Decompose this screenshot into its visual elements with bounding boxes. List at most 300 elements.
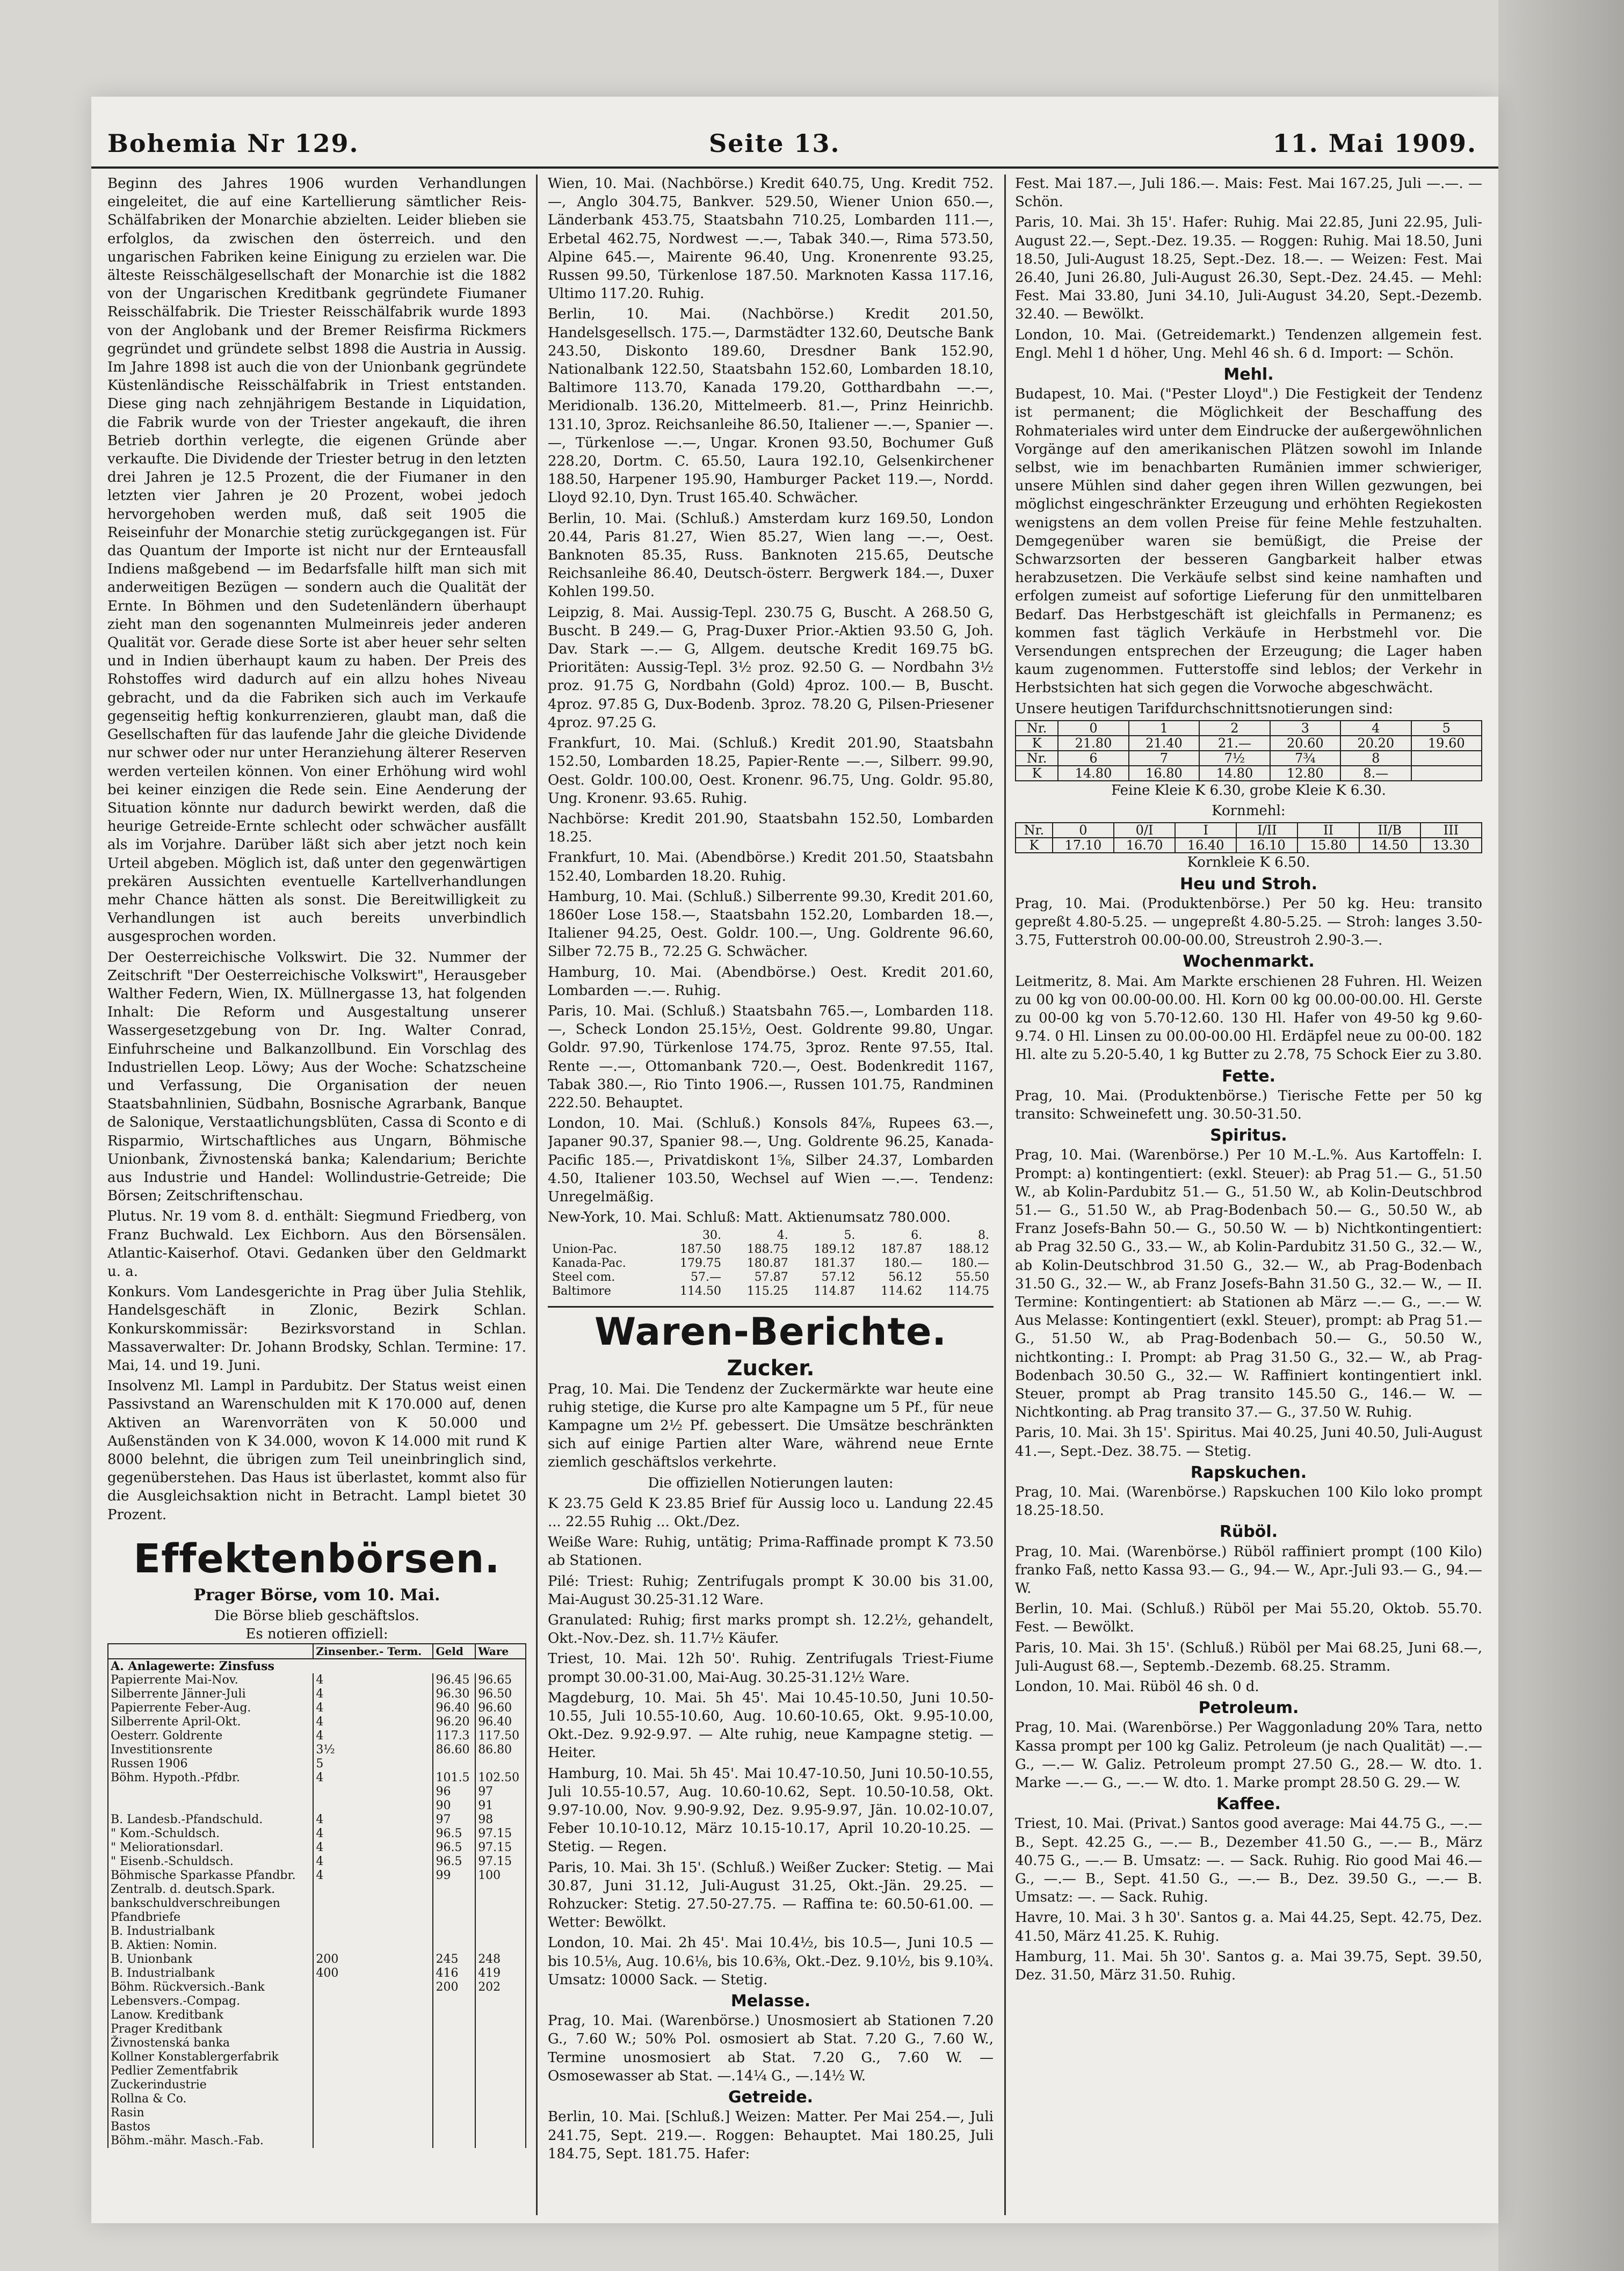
report-leipzig: Leipzig, 8. Mai. Aussig-Tepl. 230.75 G, Buscht. A 268.50 G, Buscht. B 249.— G, Prag-Duxer Prior.-Aktien 93.50 G, Joh. Dav. Stark —.— G, Allgem. deutsche Kredit 169.75 bG. Prioritäten: Aussig-Tepl. 3½ proz. 92.50 G. — Nordbahn 3½ proz. 91.75 G, Nordbahn (Gold) 4proz. 100.— B, Buscht. 4proz. 97.85 G, Dux-Bodenb. 3proz. 78.20 G, Pilsen-Priesener 4proz. 97.25 G. (548, 604, 994, 731)
kurs-cell: 4 (313, 1729, 433, 1743)
kurs-cell: 99 (433, 1869, 475, 1883)
tarif-cell (1411, 751, 1482, 766)
korn-cell: 13.30 (1420, 838, 1482, 853)
wochenmarkt-heading: Wochenmarkt. (1183, 952, 1315, 971)
kleie-prices: Feine Kleie K 6.30, grobe Kleie K 6.30. (1111, 782, 1386, 799)
newyork-cell: 114.75 (948, 1285, 989, 1298)
kurs-cell (475, 2120, 526, 2134)
kurs-cell: " Kom.-Schuldsch. (108, 1827, 313, 1841)
newyork-cell: 115.25 (746, 1285, 788, 1298)
kurs-cell: Oesterr. Goldrente (108, 1729, 313, 1743)
kurs-row (108, 2134, 526, 2148)
kurs-cell (313, 1994, 433, 2008)
kurs-cell (475, 1994, 526, 2008)
rueboel-paris: Paris, 10. Mai. 3h 15'. (Schluß.) Rüböl per Mai 68.25, Juni 68.—, Juli-August 68.—, Septemb.-Dezemb. 68.25. Stramm. (1015, 1639, 1482, 1674)
tarif-cell: 3 (1270, 721, 1340, 736)
kurs-row (108, 1994, 526, 2008)
kurs-cell (313, 2036, 433, 2050)
kurs-cell (475, 1939, 526, 1953)
kurs-row (108, 1869, 526, 1883)
header-left: Bohemia Nr 129. (107, 129, 359, 158)
kurs-cell: 5 (313, 1757, 433, 1771)
kurs-row (108, 1841, 526, 1855)
kurs-cell (108, 1785, 313, 1799)
korn-cell: Nr. (1016, 823, 1053, 838)
kurs-cell: Böhm. Rückversich.-Bank (108, 1980, 313, 1994)
column-right (1015, 175, 1482, 2215)
kurs-cell (433, 2050, 475, 2064)
korn-cell: 15.80 (1297, 838, 1359, 853)
kurs-cell (433, 1911, 475, 1925)
tarif-row-price-2 (1016, 766, 1482, 781)
kaffee-triest: Triest, 10. Mai. (Privat.) Santos good average: Mai 44.75 G., —.— B., Sept. 42.25 G., —.— B., Dezember 41.50 G., —.— B., März 40.75 G., —.— B. Umsatz: —. — Sack. Ruhig. Rio good Mai 46.— G., —.— B., Sept. 41.50 G., —.— B., Dez. 39.50 G., —.— B. Umsatz: —. — Sack. Ruhig. (1015, 1816, 1482, 1906)
article-volkswirt: Der Oesterreichische Volkswirt. Die 32. Nummer der Zeitschrift "Der Oesterreichische Volkswirt", Herausgeber Walther Federn, Wien, IX. Müllnergasse 13, hat folgenden Inhalt: Die Reform und Ausgestaltung unserer Wassergesetzgebung von Dr. Ing. Walter Conrad, Einfuhrscheine und Balkanzollbund. Ein Vorschlag des Industriellen Leop. Löwy; Aus der Woche: Schatzscheine und Verfassung, Die Organisation der neuen Staatsbahnlinien, Südbahn, Bosnische Agrarbank, Banque de Salonique, Verstaatlichungsblüten, Cassa di Sconto e di Risparmio, Wirtschaftliches aus Ungarn, Böhmische Unionbank, Živnostenská banka; Kalendarium; Berichte aus Industrie und Handel: Wollindustrie-Getreide; Die Börsen; Zeitschriftenschau. (107, 949, 526, 1205)
kurs-cell (433, 2106, 475, 2120)
kurs-section-a: A. Anlagewerte: Zinsfuss (108, 1659, 526, 1673)
kaffee-havre: Havre, 10. Mai. 3 h 30'. Santos g. a. Mai 44.25, Sept. 42.75, Dez. 41.50, März 41.25. K. Ruhig. (1015, 1910, 1482, 1945)
kurs-cell (475, 2008, 526, 2022)
kurs-cell: 96.20 (433, 1715, 475, 1729)
korn-cell: I (1175, 823, 1236, 838)
kurs-cell: 96 (433, 1785, 475, 1799)
kurs-cell: 202 (475, 1980, 526, 1994)
kurs-cell: 97.15 (475, 1855, 526, 1869)
petroleum-heading: Petroleum. (1198, 1699, 1299, 1718)
kurs-cell (313, 2008, 433, 2022)
kurs-cell: 4 (313, 1827, 433, 1841)
kurs-cell (433, 2008, 475, 2022)
wochenmarkt-leitmeritz: Leitmeritz, 8. Mai. Am Markte erschienen 28 Fuhren. Hl. Weizen zu 00 kg von 00.00-00.00. Hl. Korn 00 kg 00.00-00.00. Hl. Gerste zu 00-00 kg von 5.70-12.60. 130 Hl. Hafer von 49-50 kg 9.60-9.74. 0 Hl. Linsen zu 00.00-00.00 Hl. Erdäpfel neue zu 00-00. 182 Hl. alte zu 5.20-5.40, 1 kg Butter zu 2.78, 75 Schock Eier zu 3.80. (1015, 973, 1482, 1063)
tarif-cell: K (1016, 766, 1058, 781)
article-plutus: Plutus. Nr. 19 vom 8. d. enthält: Siegmund Friedberg, von Franz Buchwald. Lex Eichborn. Aus den Börsensälen. Atlantic-Kaiserhof. Otavi. Gedanken über den Geldmarkt u. a. (107, 1208, 526, 1280)
kurs-cell: B. Aktien: Nomin. (108, 1939, 313, 1953)
kurs-cell (475, 2050, 526, 2064)
kurs-cell (433, 1757, 475, 1771)
kurs-cell: 97 (475, 1785, 526, 1799)
kurs-cell (433, 2134, 475, 2148)
kurs-cell (433, 2092, 475, 2106)
article-reis: Beginn des Jahres 1906 wurden Verhandlungen eingeleitet, die auf eine Kartellierung sämtlicher Reis-Schälfabriken der Monarchie abzielten. Leider blieben sie erfolglos, da zwischen den österreich. und den ungarischen Fabriken keine Einigung zu erzielen war. Die älteste Reisschälgesellschaft der Monarchie ist die 1882 von der Ungarischen Kreditbank gegründete Fiumaner Reisschälfabrik. Die Triester Reisschälfabrik wurde 1893 von der Anglobank und der Bremer Reisfirma Rickmers gegründet und gründete selbst 1898 die Austria in Aussig. Im Jahre 1898 ist auch die von der Unionbank gegründete Küstenländische Reisschälfabrik in Triest entstanden. Diese ging nach zehnjährigem Bestande in Liquidation, die Fabrik wurde von der Triester angekauft, die ihren Betrieb dorthin verlegte, die eigenen Gründe aber verkaufte. Die Dividende der Triester betrug in den letzten drei Jahren je 12.5 Prozent, die der Fiumaner in den letzten vier Jahren je 20 Prozent, wobei jedoch hervorgehoben werden muß, daß seit 1905 die Reiseinfuhr der Monarchie stetig zurückgegangen ist. Für das Quantum der Importe ist nicht nur der Ernteausfall Indiens maßgebend — im Bedarfsfalle hilft man sich mit anderweitigen Bezügen — sondern auch die Qualität der Ernte. In Böhmen und den Sudetenländern überhaupt zieht man den sogenannten Mulmeinreis jeder anderen Qualität vor. Gerade diese Sorte ist aber heuer sehr selten und in Indien überhaupt kaum zu haben. Der Preis des Rohstoffes wird dadurch auf ein allzu hohes Niveau gebracht, und da die Fabriken sich auch im Verkaufe gegenseitig heftig konkurrenzieren, glaubt man, daß die Gesellschaften für das laufende Jahr die gleiche Dividende nur schwer oder nur unter Heranziehung älterer Reserven werden verteilen können. Von einer Erhöhung wird wohl bei keiner einzigen die Rede sein. Eine Aenderung der Situation könnte nur dadurch bewirkt werden, daß die heurige Getreide-Ernte schlecht oder schwächer ausfällt als im Vorjahre. Darüber läßt sich aber jetzt noch kein Urteil abgeben. Möglich ist, daß unter den gegenwärtigen prekären Aussichten eventuelle Kartellverhandlungen mehr Chance hätten als sonst. Die Bereitwilligkeit zu Verhandlungen ist auch bereits unverbindlich ausgesprochen worden. (107, 176, 526, 945)
kurs-cell (313, 1785, 433, 1799)
melasse-heading: Melasse. (730, 1992, 811, 2011)
newyork-cell: 179.75 (680, 1257, 721, 1271)
rapskuchen-heading: Rapskuchen. (1190, 1463, 1307, 1482)
kurs-cell: 4 (313, 1715, 433, 1729)
kurs-cell (433, 2064, 475, 2078)
kurs-cell (313, 1897, 433, 1911)
report-frankfurt-schluss: Frankfurt, 10. Mai. (Schluß.) Kredit 201.90, Staatsbahn 152.50, Lombarden 18.25, Papier-Rente —.—, Silberr. 99.90, Oest. Goldr. 100.00, Oest. Kronenr. 96.75, Ung. Goldr. 95.80, Ung. Kronenr. 93.65. Ruhig. (548, 735, 994, 807)
korn-cell: I/II (1236, 823, 1297, 838)
kurs-cell: 4 (313, 1813, 433, 1827)
kurs-cell: Rollna & Co. (108, 2092, 313, 2106)
newyork-header-cell: 4. (777, 1229, 788, 1243)
newyork-row (548, 1285, 994, 1298)
newyork-cell: 57.87 (754, 1271, 788, 1285)
newyork-header-cell: 6. (911, 1229, 923, 1243)
newyork-cell: Kanada-Pac. (552, 1257, 626, 1271)
kurs-cell: 4 (313, 1771, 433, 1785)
kurs-cell: 3½ (313, 1743, 433, 1757)
tarif-cell: 7 (1129, 751, 1199, 766)
kurs-cell: Papierrente Feber-Aug. (108, 1701, 313, 1715)
kurs-row (108, 1980, 526, 1994)
kurs-table-body (108, 1659, 526, 2148)
article-konkurs: Konkurs. Vom Landesgerichte in Prag über Julia Stehlik, Handelsgeschäft in Zlonic, Bezirk Schlan. Konkurskommissär: Bezirksvorstand in Schlan. Massaverwalter: Dr. Johann Brodsky, Schlan. Termine: 17. Mai, 14. und 19. Juni. (107, 1284, 526, 1374)
kurs-cell (475, 1911, 526, 1925)
newyork-header-cell: 30. (702, 1229, 721, 1243)
tarif-cell: 19.60 (1411, 736, 1482, 751)
kurs-cell: 96.40 (433, 1701, 475, 1715)
header-date: 11. Mai 1909. (1272, 129, 1477, 158)
tarif-cell: 1 (1129, 721, 1199, 736)
kurs-row (108, 2050, 526, 2064)
report-frankfurt-abend: Frankfurt, 10. Mai. (Abendbörse.) Kredit 201.50, Staatsbahn 152.40, Lombarden 18.20. Ruhig. (548, 850, 994, 884)
kurs-cell (313, 2050, 433, 2064)
getreide-berlin: Berlin, 10. Mai. [Schluß.] Weizen: Matter. Per Mai 254.—, Juli 241.75, Sept. 219.—. Roggen: Behauptet. Mai 180.25, Juli 184.75, Sept. 181.75. Hafer: (548, 2109, 994, 2162)
kurs-cell (313, 2022, 433, 2036)
newyork-cell: 114.62 (881, 1285, 923, 1298)
newyork-table (548, 1229, 994, 1298)
kornkleie-price: Kornkleie K 6.50. (1187, 854, 1310, 871)
kurs-cell: " Eisenb.-Schuldsch. (108, 1855, 313, 1869)
kurs-cell: Papierrente Mai-Nov. (108, 1673, 313, 1687)
kurs-cell (313, 1883, 433, 1897)
kurs-cell: Pedlier Zementfabrik (108, 2064, 313, 2078)
tarif-cell: 7¾ (1270, 751, 1340, 766)
newyork-cell: 57.— (690, 1271, 721, 1285)
column-rule-2 (1004, 175, 1006, 2215)
kurs-cell: 96.45 (433, 1673, 475, 1687)
zucker-paris: Paris, 10. Mai. 3h 15'. (Schluß.) Weißer Zucker: Stetig. — Mai 30.87, Juni 31.12, Juli-August 31.25, Okt.-Jän. 29.25. — Rohzucker: Stetig. 27.50-27.75. — Raffina te: 60.50-61.00. — Wetter: Bewölkt. (548, 1859, 994, 1931)
kurs-cell: 200 (313, 1953, 433, 1967)
kurs-cell (313, 2092, 433, 2106)
kurs-cell (475, 2106, 526, 2120)
page-edge-shadow (1498, 0, 1624, 2271)
kurs-cell: Silberrente Jänner-Juli (108, 1687, 313, 1701)
tarif-cell: 0 (1058, 721, 1128, 736)
kaffee-hamburg: Hamburg, 11. Mai. 5h 30'. Santos g. a. Mai 39.75, Sept. 39.50, Dez. 31.50, März 31.50. Ruhig. (1015, 1948, 1482, 1984)
kurs-cell: B. Industrialbank (108, 1967, 313, 1980)
rueboel-berlin: Berlin, 10. Mai. (Schluß.) Rüböl per Mai 55.20, Oktob. 55.70. Fest. — Bewölkt. (1015, 1601, 1482, 1636)
header-page-number: Seite 13. (709, 129, 840, 158)
kurs-row (108, 1687, 526, 1701)
kurs-row (108, 2092, 526, 2106)
mehl-budapest: Budapest, 10. Mai. ("Pester Lloyd".) Die Festigkeit der Tendenz ist permanent; die Möglichkeit der Beschaffung des Rohmateriales wird unter dem Eindrucke der außergewöhnlichen Vorgänge auf den amerikanischen Plätzen sowohl im Inlande selbst, wie im benachbarten Rumänien immer schwieriger, unsere Mühlen sind daher gegen ihren Willen gezwungen, bei möglichst eingeschränkter Erzeugung und erhöhten Regiekosten wenigstens an dem vollen Preise für feine Mehle festzuhalten. Demgegenüber waren sie bemüßigt, die Preise der Schwarzsorten der besseren Gangbarkeit halber etwas herabzusetzen. Die Verkäufe selbst sind keine namhaften und erfolgen zumeist auf sofortige Lieferung für den unmittelbaren Bedarf. Das Herbstgeschäft ist gleichfalls in Permanenz; es kommen fast täglich Verkäufe in Herbstmehl vor. Die Versendungen entsprechen der Erzeugung; die Lager haben kaum zugenommen. Futterstoffe sind leblos; der Verkehr in Herbstsichten hat sich gegen die Vorwoche abgeschwächt. (1015, 386, 1482, 696)
kurs-cell: 4 (313, 1701, 433, 1715)
tarif-cell: Nr. (1016, 751, 1058, 766)
korn-cell: 16.70 (1114, 838, 1175, 853)
spiritus-heading: Spiritus. (1210, 1126, 1287, 1145)
kurs-cell: 86.80 (475, 1743, 526, 1757)
tarif-cell: 14.80 (1199, 766, 1270, 781)
kurs-cell (433, 1994, 475, 2008)
spiritus-paris: Paris, 10. Mai. 3h 15'. Spiritus. Mai 40.25, Juni 40.50, Juli-August 41.—, Sept.-Dez. 38.75. — Stetig. (1015, 1425, 1482, 1460)
korn-cell: 16.10 (1236, 838, 1297, 853)
korn-row-nr (1016, 823, 1482, 838)
kurs-cell: Živnostenská banka (108, 2036, 313, 2050)
zucker-pile: Pilé: Triest: Ruhig; Zentrifugals prompt K 30.00 bis 31.00, Mai-August 30.25-31.12 Ware. (548, 1573, 994, 1608)
tarif-cell: 7½ (1199, 751, 1270, 766)
tarif-cell (1411, 766, 1482, 781)
kaffee-heading: Kaffee. (1216, 1795, 1281, 1814)
newyork-cell: 114.50 (680, 1285, 721, 1298)
kurs-cell (313, 1925, 433, 1939)
korn-cell: 16.40 (1175, 838, 1236, 853)
tarif-cell: 21.— (1199, 736, 1270, 751)
kurs-cell: 96.50 (475, 1687, 526, 1701)
newyork-cell: 114.87 (814, 1285, 856, 1298)
kornmehl-label: Kornmehl: (1212, 803, 1286, 819)
kurs-cell: Prager Kreditbank (108, 2022, 313, 2036)
korn-cell: II/B (1359, 823, 1420, 838)
kurs-cell: Zuckerindustrie (108, 2078, 313, 2092)
kurs-cell (313, 2120, 433, 2134)
kurs-cell: 4 (313, 1869, 433, 1883)
kurs-cell: Lanow. Kreditbank (108, 2008, 313, 2022)
column-left (107, 175, 526, 2215)
newyork-table-body (548, 1243, 994, 1298)
newyork-header-cell (548, 1229, 658, 1243)
prager-boerse-heading: Prager Börse, vom 10. Mai. (193, 1585, 440, 1605)
boerse-status: Die Börse blieb geschäftslos. (214, 1608, 419, 1624)
kurs-cell (313, 2064, 433, 2078)
getreide-paris: Paris, 10. Mai. 3h 15'. Hafer: Ruhig. Mai 22.85, Juni 22.95, Juli-August 22.—, Sept.-Dez. 19.35. — Roggen: Ruhig. Mai 18.50, Juni 18.50, Juli-August 18.25, Sept.-Dez. 18.—. — Weizen: Fest. Mai 26.40, Juni 26.80, Juli-August 26.30, Sept.-Dez. 24.45. — Mehl: Fest. Mai 33.80, Juni 34.10, Juli-August 34.20, Sept.-Dezemb. 32.40. — Bewölkt. (1015, 214, 1482, 323)
kurs-cell: Investitionsrente (108, 1743, 313, 1757)
page-header (91, 124, 1498, 169)
tarif-row-nr-2 (1016, 751, 1482, 766)
getreide-london: London, 10. Mai. (Getreidemarkt.) Tendenzen allgemein fest. Engl. Mehl 1 d höher, Ung. Mehl 46 sh. 6 d. Import: — Schön. (1015, 326, 1482, 361)
tarif-cell: 21.40 (1129, 736, 1199, 751)
kurs-cell: 91 (475, 1799, 526, 1813)
kurs-cell: 96.5 (433, 1827, 475, 1841)
kurs-row (108, 2008, 526, 2022)
kurs-cell: Silberrente April-Okt. (108, 1715, 313, 1729)
kurs-cell: 102.50 (475, 1771, 526, 1785)
kurs-row (108, 2120, 526, 2134)
kurs-row (108, 1729, 526, 1743)
kurs-cell: Böhm.-mähr. Masch.-Fab. (108, 2134, 313, 2148)
newyork-cell: 188.75 (746, 1243, 788, 1257)
notieren-offiziell: Es notieren offiziell: (245, 1626, 388, 1643)
kurs-row (108, 1785, 526, 1799)
kurs-row (108, 1855, 526, 1869)
kurs-cell: B. Industrialbank (108, 1925, 313, 1939)
newyork-cell: 180.— (884, 1257, 923, 1271)
tarif-cell: 8 (1340, 751, 1411, 766)
kurs-cell (433, 1939, 475, 1953)
tarif-cell: 8.— (1340, 766, 1411, 781)
kurs-header-ware: Ware (475, 1644, 526, 1659)
tarif-cell: K (1016, 736, 1058, 751)
kurs-row (108, 1771, 526, 1785)
korn-cell: 0 (1053, 823, 1114, 838)
kurs-cell (313, 1939, 433, 1953)
kurs-cell: 419 (475, 1967, 526, 1980)
kurs-cell: Rasin (108, 2106, 313, 2120)
kurs-cell: Kollner Konstablergerfabrik (108, 2050, 313, 2064)
kurs-cell (475, 2078, 526, 2092)
newyork-header-cell: 5. (844, 1229, 856, 1243)
report-paris: Paris, 10. Mai. (Schluß.) Staatsbahn 765.—, Lombarden 118.—, Scheck London 25.15½, Oest. Goldrente 99.80, Ungar. Goldr. 97.90, Türkenlose 174.75, 3proz. Rente 97.55, Ital. Rente —.—, Ottomanbank 720.—, Oest. Bodenkredit 1167, Tabak 380.—, Rio Tinto 1906.—, Russen 101.75, Randminen 222.50. Behauptet. (548, 1003, 994, 1111)
kurs-cell: 117.3 (433, 1729, 475, 1743)
kurs-cell (313, 1980, 433, 1994)
kurs-cell (433, 2022, 475, 2036)
newyork-cell: 180.— (951, 1257, 989, 1271)
kurs-table (107, 1643, 526, 2148)
kurs-cell: Russen 1906 (108, 1757, 313, 1771)
korn-row-price (1016, 838, 1482, 853)
report-london: London, 10. Mai. (Schluß.) Konsols 84⅞, Rupees 63.—, Japaner 90.37, Spanier 98.—, Ung. Goldrente 96.25, Kanada-Pacific 185.—, Privatdiskont 1⅝, Silber 24.37, Lombarden 4.50, Italiener 103.50, Wechsel auf Wien —.—. Tendenz: Unregelmäßig. (548, 1115, 994, 1205)
melasse-prag: Prag, 10. Mai. (Warenbörse.) Unosmosiert ab Stationen 7.20 G., 7.60 W.; 50% Pol. osmosiert ab Stat. 7.20 G., 7.60 W., Termine unosmosiert ab Stat. 7.20 G., 7.60 W. — Osmosewasser ab Stat. —.14¼ G., —.14½ W. (548, 2013, 994, 2084)
kurs-cell (313, 2134, 433, 2148)
newyork-cell: Steel com. (552, 1271, 615, 1285)
kurs-row (108, 1911, 526, 1925)
newyork-cell: 189.12 (814, 1243, 856, 1257)
report-berlin-nachboerse: Berlin, 10. Mai. (Nachbörse.) Kredit 201.50, Handelsgesellsch. 175.—, Darmstädter 132.60, Deutsche Bank 243.50, Diskonto 189.60, Dresdner Bank 152.90, Nationalbank 122.50, Staatsbahn 152.60, Lombarden 18.10, Baltimore 113.70, Kanada 179.20, Gotthardbahn —.—, Meridionalb. 136.20, Mittelmeerb. 81.—, Prinz Heinrichb. 131.10, 3proz. Reichsanleihe 86.50, Italiener —.—, Spanier —.—, Türkenlose —.—, Ungar. Kronen 93.50, Bochumer Guß 228.20, Dortm. C. 65.50, Laura 192.10, Gelsenkirchener 188.50, Harpener 195.90, Hamburger Packet 119.—, Nordd. Lloyd 92.10, Dyn. Trust 165.40. Schwächer. (548, 306, 994, 506)
kurs-cell: B. Landesb.-Pfandschuld. (108, 1813, 313, 1827)
kurs-row (108, 2078, 526, 2092)
kurs-row (108, 1883, 526, 1897)
kurs-cell (475, 1925, 526, 1939)
kurs-cell (433, 1925, 475, 1939)
heu-heading: Heu und Stroh. (1180, 874, 1317, 894)
kurs-row (108, 1701, 526, 1715)
tarif-row-nr-1 (1016, 721, 1482, 736)
kurs-cell (475, 2036, 526, 2050)
kurs-cell: 97.15 (475, 1827, 526, 1841)
article-insolvenz: Insolvenz Ml. Lampl in Pardubitz. Der Status weist einen Passivstand an Warenschulden mit K 170.000 auf, denen Aktiven an Warenvorräten von K 50.000 und Außenständen von K 34.000, wovon K 14.000 mit rund K 8000 belehnt, die übrigen zum Teil uneinbringlich sind, gegenüberstehen. Das Haus ist überlastet, kommt also für die Ausgleichsaktion nicht in Betracht. Lampl bietet 30 Prozent. (107, 1378, 526, 1523)
kurs-cell: Zentralb. d. deutsch.Spark. (108, 1883, 313, 1897)
kurs-cell: 90 (433, 1799, 475, 1813)
zucker-prag: Prag, 10. Mai. Die Tendenz der Zuckermärkte war heute eine ruhig stetige, die Kurse pro alte Kampagne um 5 Pf., für neue Kampagne um 2½ Pf. gebessert. Die Umsätze beschränkten sich auf einige Partien alter Ware, während neue Ernte ziemlich geschäftslos verkehrte. (548, 1381, 994, 1471)
kurs-cell: 96.30 (433, 1687, 475, 1701)
fette-heading: Fette. (1221, 1066, 1276, 1086)
kurs-cell: 416 (433, 1967, 475, 1980)
report-frankfurt-nachboerse: Nachbörse: Kredit 201.90, Staatsbahn 152.50, Lombarden 18.25. (548, 810, 994, 846)
tarif-cell: 16.80 (1129, 766, 1199, 781)
newyork-header-cell: 8. (978, 1229, 989, 1243)
rueboel-heading: Rüböl. (1219, 1522, 1278, 1542)
zucker-hamburg: Hamburg, 10. Mai. 5h 45'. Mai 10.47-10.50, Juni 10.50-10.55, Juli 10.55-10.57, Aug. 10.60-10.62, Sept. 10.50-10.58, Okt. 9.97-10.00, Nov. 9.90-9.92, Dez. 9.95-9.97, Jän. 10.02-10.07, Feber 10.10-10.12, März 10.15-10.17, April 10.20-10.25. — Stetig. — Regen. (548, 1765, 994, 1855)
kurs-cell (108, 1799, 313, 1813)
kurs-cell: 98 (475, 1813, 526, 1827)
kurs-cell: Böhm. Hypoth.-Pfdbr. (108, 1771, 313, 1785)
rueboel-london: London, 10. Mai. Rüböl 46 sh. 0 d. (1015, 1679, 1259, 1695)
kurs-row (108, 1715, 526, 1729)
column-rule-1 (536, 175, 538, 2215)
zucker-magdeburg: Magdeburg, 10. Mai. 5h 45'. Mai 10.45-10.50, Juni 10.50-10.55, Juli 10.55-10.60, Aug. 10.60-10.65, Okt. 9.95-10.00, Okt.-Dez. 9.92-9.97. — Alte ruhig, neue Kampagne stetig. — Heiter. (548, 1689, 994, 1761)
kurs-row (108, 1953, 526, 1967)
rueboel-prag: Prag, 10. Mai. (Warenbörse.) Rüböl raffiniert prompt (100 Kilo) franko Faß, netto Kassa 93.— G., 94.— W., Apr.-Juli 93.— G., 94.— W. (1015, 1543, 1482, 1597)
newyork-row (548, 1271, 994, 1285)
kurs-cell: bankschuldverschreibungen (108, 1897, 313, 1911)
zucker-weisse-ware: Weiße Ware: Ruhig, untätig; Prima-Raffinade prompt K 73.50 ab Stationen. (548, 1534, 994, 1569)
kurs-row (108, 1939, 526, 1953)
zucker-notierungen: K 23.75 Geld K 23.85 Brief für Aussig loco u. Landung 22.45 ... 22.55 Ruhig ... Okt./Dez. (548, 1495, 994, 1530)
kurs-cell (475, 2022, 526, 2036)
korn-cell: II (1297, 823, 1359, 838)
kurs-row (108, 1897, 526, 1911)
report-newyork: New-York, 10. Mai. Schluß: Matt. Aktienumsatz 780.000. (548, 1209, 951, 1226)
tarif-cell: 2 (1199, 721, 1270, 736)
kurs-row (108, 1827, 526, 1841)
kurs-cell: 100 (475, 1869, 526, 1883)
tarif-table-korn (1015, 822, 1482, 853)
korn-cell: 0/I (1114, 823, 1175, 838)
mehl-heading: Mehl. (1223, 365, 1274, 384)
kurs-cell (313, 2106, 433, 2120)
zucker-notierungen-label: Die offiziellen Notierungen lauten: (648, 1475, 894, 1491)
kurs-row (108, 1743, 526, 1757)
kurs-row (108, 1757, 526, 1771)
tarif-cell: 6 (1058, 751, 1128, 766)
kurs-cell: Bastos (108, 2120, 313, 2134)
rapskuchen-prag: Prag, 10. Mai. (Warenbörse.) Rapskuchen 100 Kilo loko prompt 18.25-18.50. (1015, 1484, 1482, 1519)
zucker-triest: Triest, 10. Mai. 12h 50'. Ruhig. Zentrifugals Triest-Fiume prompt 30.00-31.00, Mai-Aug. 30.25-31.12½ Ware. (548, 1651, 994, 1686)
kurs-row (108, 2036, 526, 2050)
kurs-cell: 4 (313, 1673, 433, 1687)
korn-cell: III (1420, 823, 1482, 838)
kurs-cell (313, 1911, 433, 1925)
newyork-cell: Union-Pac. (552, 1243, 617, 1257)
tarif-intro: Unsere heutigen Tarifdurchschnittsnotierungen sind: (1015, 700, 1393, 717)
kurs-cell: " Meliorationsdarl. (108, 1841, 313, 1855)
korn-cell: 14.50 (1359, 838, 1420, 853)
kurs-cell (433, 2120, 475, 2134)
kurs-cell (433, 1897, 475, 1911)
kurs-row (108, 1673, 526, 1687)
newspaper-page (91, 97, 1498, 2223)
fette-prag: Prag, 10. Mai. (Produktenbörse.) Tierische Fette per 50 kg transito: Schweinefett ung. 30.50-31.50. (1015, 1087, 1482, 1122)
tarif-cell: 20.20 (1340, 736, 1411, 751)
tarif-cell: 4 (1340, 721, 1411, 736)
newyork-cell: 181.37 (814, 1257, 856, 1271)
tarif-cell: 14.80 (1058, 766, 1128, 781)
report-hamburg-abend: Hamburg, 10. Mai. (Abendbörse.) Oest. Kredit 201.60, Lombarden —.—. Ruhig. (548, 964, 994, 999)
section-title-warenberichte: Waren-Berichte. (548, 1306, 994, 1356)
newyork-row (548, 1257, 994, 1271)
zucker-granulated: Granulated: Ruhig; first marks prompt sh. 12.2½, gehandelt, Okt.-Nov.-Dez. sh. 11.7½ Käufer. (548, 1612, 994, 1647)
tarif-row-price-1 (1016, 736, 1482, 751)
report-hamburg-schluss: Hamburg, 10. Mai. (Schluß.) Silberrente 99.30, Kredit 201.60, 1860er Lose 158.—, Staatsbahn 152.20, Lombarden 18.—, Italiener 94.25, Oest. Goldr. 100.—, Ung. Goldrente 96.60, Silber 72.75 B., 72.25 G. Schwächer. (548, 888, 994, 960)
zucker-heading: Zucker. (727, 1356, 815, 1381)
kurs-cell: 200 (433, 1980, 475, 1994)
tarif-cell: Nr. (1016, 721, 1058, 736)
kurs-row (108, 1799, 526, 1813)
kurs-cell: Böhmische Sparkasse Pfandbr. (108, 1869, 313, 1883)
kurs-header-geld: Geld (433, 1644, 475, 1659)
tarif-cell: 21.80 (1058, 736, 1128, 751)
newyork-cell: 57.12 (821, 1271, 856, 1285)
kurs-row (108, 2064, 526, 2078)
report-berlin-schluss: Berlin, 10. Mai. (Schluß.) Amsterdam kurz 169.50, London 20.44, Paris 81.27, Wien 85.27, Wien lang —.—, Oest. Banknoten 85.35, Russ. Banknoten 215.65, Deutsche Reichsanleihe 86.40, Deutsch-österr. Bergwerk 184.—, Duxer Kohlen 199.50. (548, 510, 994, 600)
korn-cell: 17.10 (1053, 838, 1114, 853)
newyork-cell: 187.87 (881, 1243, 923, 1257)
kurs-cell (433, 2078, 475, 2092)
heu-prag: Prag, 10. Mai. (Produktenbörse.) Per 50 kg. Heu: transito gepreßt 4.80-5.25. — ungepreßt 4.80-5.25. — Stroh: langes 3.50-3.75, Futterstroh 00.00-00.00, Streustroh 2.90-3.—. (1015, 895, 1482, 949)
kurs-cell (313, 2078, 433, 2092)
tarif-cell: 20.60 (1270, 736, 1340, 751)
kurs-cell: 97.15 (475, 1841, 526, 1855)
petroleum-prag: Prag, 10. Mai. (Warenbörse.) Per Waggonladung 20% Tara, netto Kassa prompt per 100 kg Galiz. Petroleum (je nach Qualität) —.— G., —.— W. Galiz. Petroleum prompt 27.50 G., 28.— W. dto. 1. Marke —.— G., —.— W. dto. 1. Marke prompt 28.50 G. 29.— W. (1015, 1719, 1482, 1791)
kurs-header-name (108, 1644, 313, 1659)
kurs-cell: Pfandbriefe (108, 1911, 313, 1925)
kurs-cell: 4 (313, 1687, 433, 1701)
kurs-cell (475, 2134, 526, 2148)
newyork-cell: 55.50 (955, 1271, 989, 1285)
kurs-cell: 117.50 (475, 1729, 526, 1743)
kurs-cell: 96.5 (433, 1855, 475, 1869)
